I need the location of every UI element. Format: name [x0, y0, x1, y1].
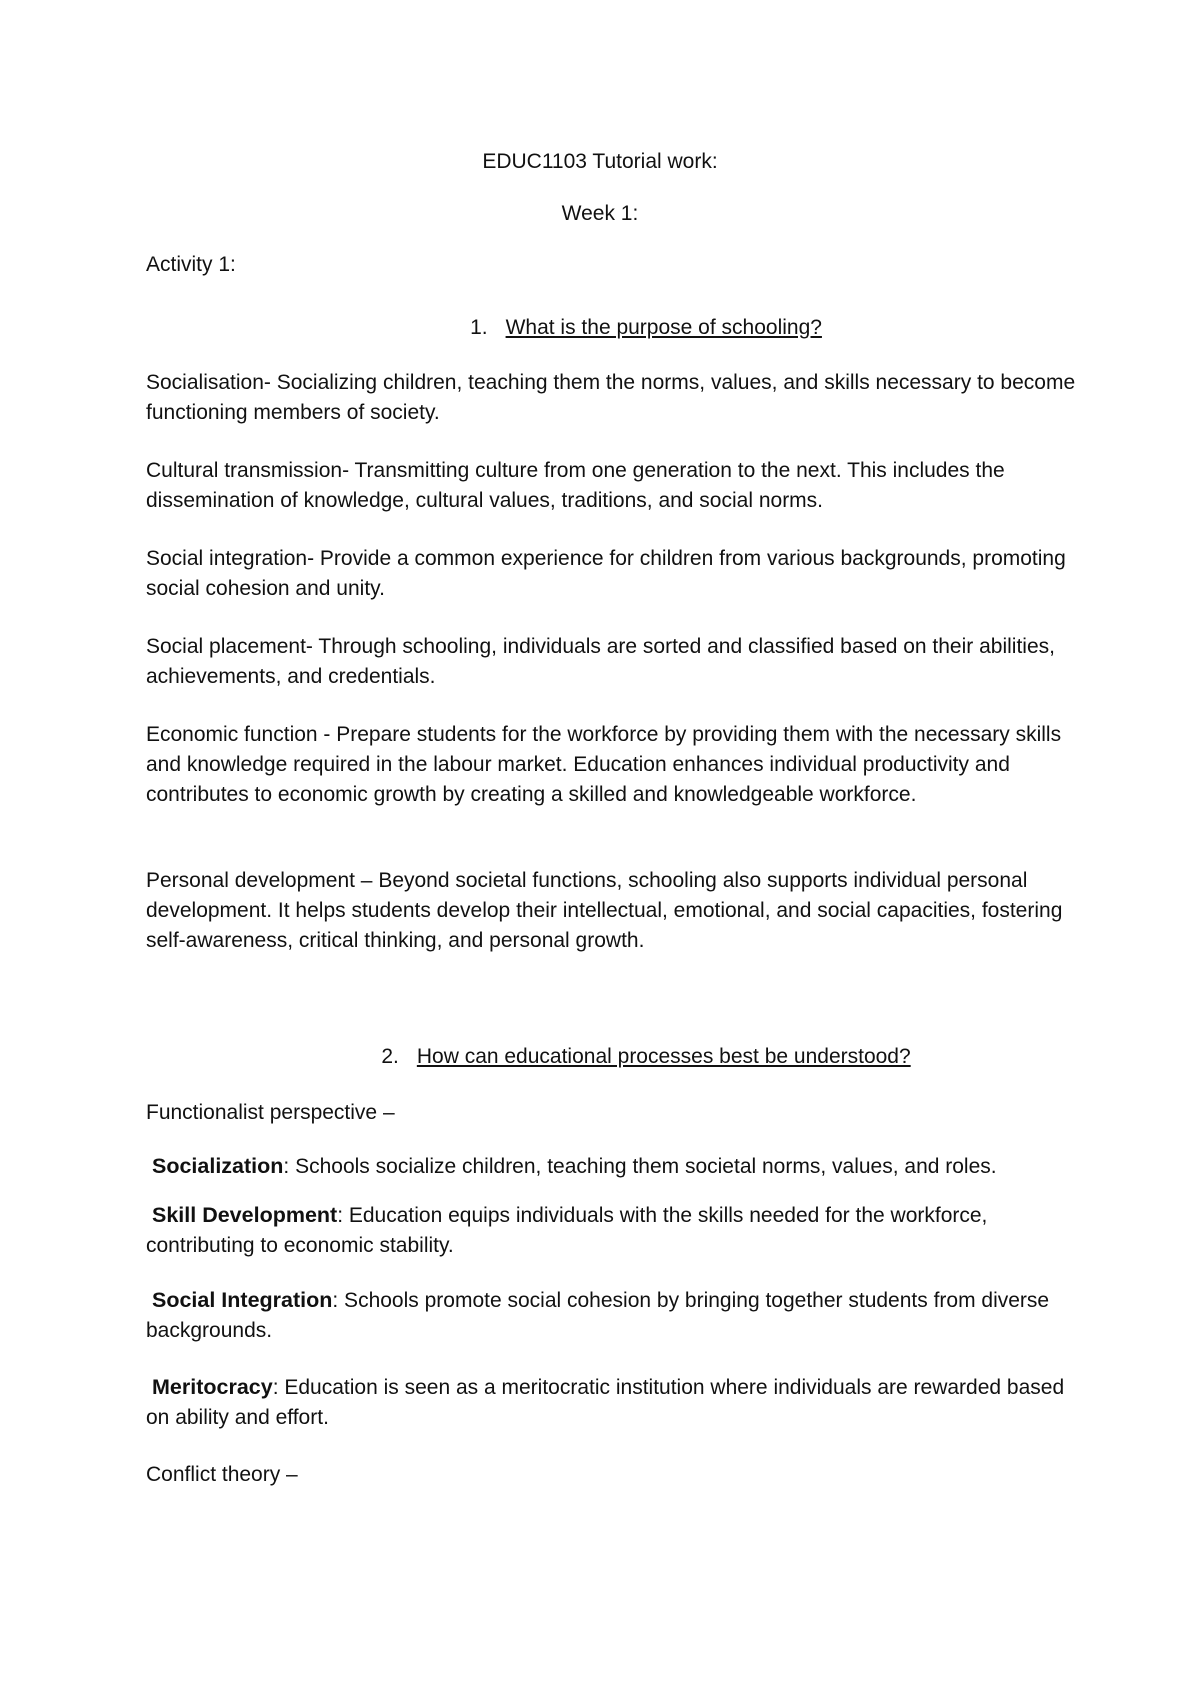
question-1-heading	[0, 313, 1200, 343]
question-1-number: 1.	[470, 316, 488, 339]
question-2-number: 2.	[381, 1045, 399, 1068]
paragraph-cultural-transmission	[146, 456, 1076, 516]
question-1-text: What is the purpose of schooling?	[505, 316, 822, 339]
activity-label: Activity 1:	[146, 253, 236, 276]
paragraph-socialisation	[146, 368, 1076, 428]
point-skill-development	[146, 1200, 1076, 1261]
functionalist-heading: Functionalist perspective –	[146, 1101, 395, 1124]
point-social-integration	[146, 1285, 1076, 1346]
paragraph-text: Cultural transmission- Transmitting culture from one generation to the next. This includes the dissemination of knowledge, cultural values, traditions, and social norms.	[146, 459, 1005, 512]
paragraph-social-placement	[146, 632, 1076, 692]
question-2-text: How can educational processes best be understood?	[416, 1045, 911, 1068]
point-text: : Schools promote social cohesion by bringing together students from diverse backgrounds.	[146, 1289, 1050, 1342]
point-meritocracy	[146, 1372, 1076, 1433]
paragraph-text: Social placement- Through schooling, individuals are sorted and classified based on their abilities, achievements, and credentials.	[146, 635, 1055, 688]
paragraph-text: Socialisation- Socializing children, teaching them the norms, values, and skills necessary to become functioning members of society.	[146, 371, 1076, 424]
paragraph-economic-function	[146, 720, 1076, 810]
point-term: Meritocracy	[152, 1375, 273, 1399]
point-text: : Schools socialize children, teaching them societal norms, values, and roles.	[283, 1155, 997, 1178]
point-term: Socialization	[152, 1154, 284, 1178]
question-2-heading	[0, 1042, 1200, 1072]
paragraph-text: Personal development – Beyond societal functions, schooling also supports individual personal development. It helps students develop their intellectual, emotional, and social capacities, fostering self-awareness, critical thinking, and personal growth.	[146, 869, 1063, 952]
point-text: : Education is seen as a meritocratic institution where individuals are rewarded based on ability and effort.	[146, 1376, 1065, 1429]
point-socialization	[146, 1151, 1076, 1182]
paragraph-personal-development	[146, 866, 1076, 956]
conflict-theory-heading: Conflict theory –	[146, 1463, 298, 1486]
paragraph-text: Economic function - Prepare students for the workforce by providing them with the necessary skills and knowledge required in the labour market. Education enhances individual productivity and contributes to economic growth by creating a skilled and knowledgeable workforce.	[146, 723, 1062, 806]
point-term: Social Integration	[152, 1288, 333, 1312]
week-label: Week 1:	[561, 202, 639, 225]
document-title: EDUC1103 Tutorial work:	[482, 150, 718, 173]
point-text: : Education equips individuals with the skills needed for the workforce, contributing to economic stability.	[146, 1204, 988, 1257]
paragraph-text: Social integration- Provide a common experience for children from various backgrounds, promoting social cohesion and unity.	[146, 547, 1066, 600]
point-term: Skill Development	[152, 1203, 338, 1227]
paragraph-social-integration	[146, 544, 1076, 604]
